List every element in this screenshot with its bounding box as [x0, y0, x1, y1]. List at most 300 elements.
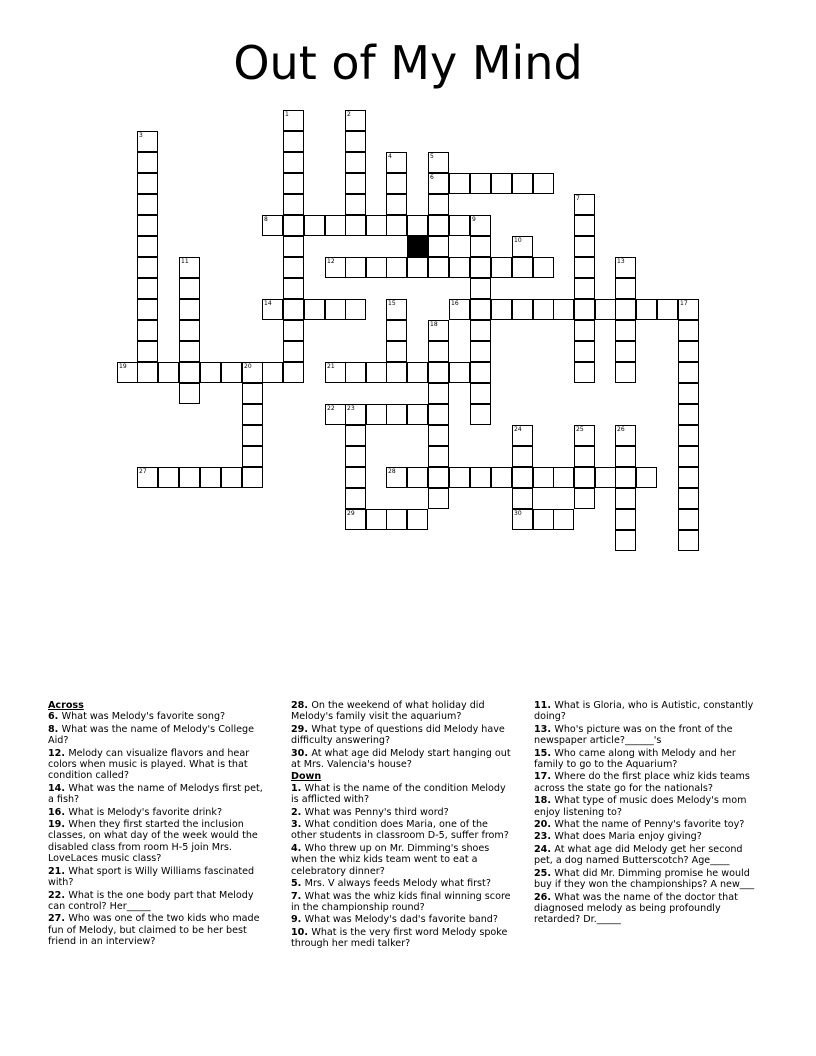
grid-cell[interactable] — [678, 488, 699, 509]
grid-cell[interactable] — [158, 362, 179, 383]
grid-cell[interactable] — [574, 488, 595, 509]
grid-cell[interactable] — [615, 467, 636, 488]
clue-number-label: 10. — [291, 926, 312, 938]
clue-number-label: 16. — [48, 806, 69, 818]
grid-cell[interactable] — [428, 320, 449, 341]
clue-number: 17 — [680, 300, 688, 307]
clue-text: What was the name of Melody's College Aid? — [48, 723, 255, 747]
grid-cell[interactable] — [137, 467, 158, 488]
grid-cell[interactable] — [512, 446, 533, 467]
clue-number: 16 — [451, 300, 459, 307]
clue-number: 27 — [139, 468, 147, 475]
down-clue-list — [291, 783, 516, 950]
clue-number-label: 21. — [48, 865, 69, 877]
grid-cell[interactable] — [407, 509, 428, 530]
grid-cell[interactable] — [137, 152, 158, 173]
grid-cell[interactable] — [428, 173, 449, 194]
grid-cell[interactable] — [137, 173, 158, 194]
grid-cell[interactable] — [158, 467, 179, 488]
clue-column-1 — [48, 700, 270, 949]
grid-cell[interactable] — [366, 257, 387, 278]
grid-cell[interactable] — [283, 152, 304, 173]
grid-cell[interactable] — [325, 404, 346, 425]
grid-cell[interactable] — [615, 257, 636, 278]
grid-cell[interactable] — [242, 425, 263, 446]
grid-cell[interactable] — [449, 362, 470, 383]
grid-cell[interactable] — [574, 194, 595, 215]
clue-text: What does Maria enjoy giving? — [554, 831, 702, 843]
grid-cell[interactable] — [407, 404, 428, 425]
grid-cell[interactable] — [179, 467, 200, 488]
clue-number-label: 17. — [534, 771, 555, 783]
grid-cell[interactable] — [470, 341, 491, 362]
grid-cell[interactable] — [491, 257, 512, 278]
grid-cell[interactable] — [678, 530, 699, 551]
grid-cell[interactable] — [345, 257, 366, 278]
clue-item — [291, 819, 516, 842]
clue-number: 25 — [576, 426, 584, 433]
clue-number-label: 14. — [48, 782, 69, 794]
grid-cell[interactable] — [574, 446, 595, 467]
clue-text: What the name of Penny's favorite toy? — [554, 819, 745, 831]
grid-cell[interactable] — [137, 320, 158, 341]
grid-cell[interactable] — [137, 215, 158, 236]
clue-number-label: 6. — [48, 711, 62, 723]
clue-number-label: 3. — [291, 819, 305, 831]
clue-number: 29 — [347, 510, 355, 517]
clue-text: Melody can visualize flavors and hear colors when music is played. What is that condition called? — [48, 747, 250, 782]
grid-cell[interactable] — [574, 236, 595, 257]
grid-cell[interactable] — [386, 320, 407, 341]
clue-number-label: 15. — [534, 747, 555, 759]
grid-cell[interactable] — [574, 215, 595, 236]
grid-cell[interactable] — [428, 194, 449, 215]
grid-cell[interactable] — [595, 299, 616, 320]
grid-cell[interactable] — [366, 509, 387, 530]
down-heading: Down — [291, 771, 322, 783]
grid-cell[interactable] — [470, 215, 491, 236]
grid-cell[interactable] — [242, 362, 263, 383]
clue-text: When they first started the inclusion classes, on what day of the week would the disabled class from room H-5 join Mrs. LoveLaces music class? — [48, 819, 258, 865]
grid-cell[interactable] — [428, 236, 449, 257]
grid-cell[interactable] — [678, 467, 699, 488]
clue-text: What is the one body part that Melody can control? Her_____ — [48, 889, 254, 912]
grid-cell[interactable] — [325, 299, 346, 320]
clue-text: What was Penny's third word? — [304, 806, 449, 818]
clue-number: 8 — [264, 216, 268, 223]
grid-cell[interactable] — [283, 320, 304, 341]
grid-cell[interactable] — [386, 257, 407, 278]
clue-number: 21 — [327, 363, 335, 370]
grid-cell[interactable] — [386, 509, 407, 530]
grid-cell[interactable] — [678, 446, 699, 467]
grid-cell[interactable] — [678, 299, 699, 320]
grid-cell[interactable] — [615, 320, 636, 341]
clue-number-label: 25. — [534, 867, 555, 879]
clue-item — [48, 807, 270, 818]
grid-cell[interactable] — [574, 299, 595, 320]
grid-cell[interactable] — [345, 467, 366, 488]
grid-cell[interactable] — [574, 362, 595, 383]
grid-cell[interactable] — [512, 257, 533, 278]
grid-cell[interactable] — [574, 257, 595, 278]
clue-number-label: 29. — [291, 723, 312, 735]
clue-text: What was the name of Melodys first pet, a fish? — [48, 782, 263, 806]
grid-cell[interactable] — [137, 131, 158, 152]
grid-cell[interactable] — [283, 341, 304, 362]
grid-cell[interactable] — [345, 404, 366, 425]
grid-cell[interactable] — [574, 278, 595, 299]
grid-cell[interactable] — [386, 173, 407, 194]
grid-cell[interactable] — [512, 173, 533, 194]
grid-cell[interactable] — [345, 152, 366, 173]
grid-cell[interactable] — [386, 362, 407, 383]
grid-cell[interactable] — [137, 278, 158, 299]
grid-cell[interactable] — [179, 362, 200, 383]
grid-cell[interactable] — [345, 425, 366, 446]
clue-item — [291, 700, 516, 723]
grid-cell[interactable] — [615, 530, 636, 551]
grid-cell[interactable] — [428, 467, 449, 488]
clue-item — [291, 748, 516, 771]
across-clue-list — [48, 711, 270, 947]
grid-cell[interactable] — [221, 362, 242, 383]
grid-cell[interactable] — [179, 341, 200, 362]
clue-number: 22 — [327, 405, 335, 412]
clue-text: What is Gloria, who is Autistic, constantly doing? — [534, 700, 754, 723]
grid-cell[interactable] — [574, 320, 595, 341]
grid-cell[interactable] — [345, 509, 366, 530]
clue-number: 15 — [388, 300, 396, 307]
grid-cell[interactable] — [636, 467, 657, 488]
grid-cell[interactable] — [615, 488, 636, 509]
grid-cell[interactable] — [283, 236, 304, 257]
clue-item — [48, 724, 270, 747]
grid-cell[interactable] — [386, 215, 407, 236]
grid-cell[interactable] — [553, 509, 574, 530]
grid-cell[interactable] — [615, 425, 636, 446]
grid-cell[interactable] — [283, 194, 304, 215]
clue-item — [48, 819, 270, 865]
grid-cell[interactable] — [283, 299, 304, 320]
grid-cell[interactable] — [137, 341, 158, 362]
grid-cell[interactable] — [262, 362, 283, 383]
clue-number-label: 22. — [48, 889, 69, 901]
grid-cell[interactable] — [325, 257, 346, 278]
clue-item — [534, 724, 764, 747]
grid-cell[interactable] — [345, 173, 366, 194]
grid-cell[interactable] — [512, 509, 533, 530]
grid-cell[interactable] — [428, 341, 449, 362]
grid-cell[interactable] — [283, 362, 304, 383]
grid-cell[interactable] — [553, 299, 574, 320]
grid-cell[interactable] — [491, 173, 512, 194]
grid-cell[interactable] — [386, 152, 407, 173]
grid-cell[interactable] — [678, 341, 699, 362]
grid-cell[interactable] — [470, 362, 491, 383]
clue-number: 11 — [181, 258, 189, 265]
grid-cell[interactable] — [137, 236, 158, 257]
grid-cell[interactable] — [386, 341, 407, 362]
grid-cell[interactable] — [470, 278, 491, 299]
clue-number-label: 28. — [291, 700, 312, 711]
grid-cell[interactable] — [179, 257, 200, 278]
grid-cell[interactable] — [407, 467, 428, 488]
clue-item — [291, 878, 516, 889]
grid-cell[interactable] — [678, 425, 699, 446]
clue-text: On the weekend of what holiday did Melody's family visit the aquarium? — [291, 700, 485, 723]
grid-cell[interactable] — [470, 320, 491, 341]
grid-cell[interactable] — [325, 362, 346, 383]
grid-cell[interactable] — [200, 362, 221, 383]
clue-number-label: 13. — [534, 723, 555, 735]
grid-cell[interactable] — [407, 257, 428, 278]
clue-text: Mrs. V always feeds Melody what first? — [304, 878, 491, 890]
grid-cell[interactable] — [615, 341, 636, 362]
grid-cell[interactable] — [449, 173, 470, 194]
grid-cell[interactable] — [428, 362, 449, 383]
grid-cell[interactable] — [137, 257, 158, 278]
clue-item — [48, 711, 270, 722]
grid-cell[interactable] — [636, 299, 657, 320]
grid-cell[interactable] — [242, 446, 263, 467]
grid-cell[interactable] — [262, 215, 283, 236]
grid-cell[interactable] — [615, 509, 636, 530]
grid-cell[interactable] — [428, 425, 449, 446]
clue-number-label: 5. — [291, 878, 305, 890]
grid-cell[interactable] — [117, 362, 138, 383]
clue-number-label: 30. — [291, 747, 312, 759]
grid-cell[interactable] — [533, 257, 554, 278]
black-square — [407, 236, 428, 257]
grid-cell[interactable] — [512, 467, 533, 488]
grid-cell[interactable] — [386, 467, 407, 488]
grid-cell[interactable] — [242, 383, 263, 404]
grid-cell[interactable] — [449, 467, 470, 488]
clue-text: What was the whiz kids final winning score in the championship round? — [291, 890, 511, 913]
clue-text: Who's picture was on the front of the newspaper article?______'s — [534, 723, 733, 747]
clue-number-label: 2. — [291, 806, 305, 818]
grid-cell[interactable] — [137, 194, 158, 215]
grid-cell[interactable] — [345, 194, 366, 215]
grid-cell[interactable] — [657, 299, 678, 320]
clue-number-label: 24. — [534, 843, 555, 855]
grid-cell[interactable] — [470, 383, 491, 404]
grid-cell[interactable] — [345, 446, 366, 467]
grid-cell[interactable] — [325, 215, 346, 236]
grid-cell[interactable] — [470, 299, 491, 320]
grid-cell[interactable] — [386, 404, 407, 425]
grid-cell[interactable] — [428, 152, 449, 173]
clue-item — [534, 844, 764, 867]
grid-cell[interactable] — [449, 299, 470, 320]
clue-number-label: 27. — [48, 913, 69, 925]
grid-cell[interactable] — [615, 362, 636, 383]
grid-cell[interactable] — [533, 173, 554, 194]
clue-text: What sport is Willy Williams fascinated with? — [48, 865, 255, 889]
clue-number-label: 8. — [48, 723, 62, 735]
grid-cell[interactable] — [449, 257, 470, 278]
grid-cell[interactable] — [283, 215, 304, 236]
grid-cell[interactable] — [304, 299, 325, 320]
grid-cell[interactable] — [179, 383, 200, 404]
clue-number-label: 4. — [291, 842, 305, 854]
clue-item — [534, 748, 764, 771]
grid-cell[interactable] — [386, 194, 407, 215]
clue-text: At what age did Melody start hanging out at Mrs. Valencia's house? — [291, 747, 511, 771]
grid-cell[interactable] — [449, 215, 470, 236]
clue-item — [534, 819, 764, 830]
grid-cell[interactable] — [221, 467, 242, 488]
grid-cell[interactable] — [512, 425, 533, 446]
across-clue-list-continued — [291, 700, 516, 770]
clue-item — [291, 807, 516, 818]
grid-cell[interactable] — [678, 404, 699, 425]
puzzle-title: Out of My Mind — [233, 36, 583, 90]
grid-cell[interactable] — [366, 404, 387, 425]
clue-text: What was Melody's favorite song? — [61, 711, 226, 723]
clue-number-label: 9. — [291, 914, 305, 926]
grid-cell[interactable] — [533, 299, 554, 320]
grid-cell[interactable] — [512, 299, 533, 320]
grid-cell[interactable] — [615, 299, 636, 320]
grid-cell[interactable] — [304, 215, 325, 236]
clue-text: Where do the first place whiz kids teams across the state go for the nationals? — [534, 771, 750, 794]
clue-number: 13 — [617, 258, 625, 265]
clue-text: What was the name of the doctor that diagnosed melody as being profoundly retarded? Dr._____ — [534, 891, 738, 926]
grid-cell[interactable] — [428, 383, 449, 404]
clue-number: 24 — [514, 426, 522, 433]
grid-cell[interactable] — [470, 173, 491, 194]
grid-cell[interactable] — [179, 299, 200, 320]
grid-cell[interactable] — [407, 215, 428, 236]
clue-number: 14 — [264, 300, 272, 307]
clue-item — [291, 927, 516, 950]
clue-text: What condition does Maria, one of the other students in classroom D-5, suffer from? — [291, 819, 509, 842]
clue-item — [48, 783, 270, 806]
grid-cell[interactable] — [574, 467, 595, 488]
clue-number-label: 20. — [534, 819, 555, 831]
clue-item — [48, 913, 270, 947]
grid-cell[interactable] — [407, 362, 428, 383]
clue-column-3 — [534, 700, 764, 927]
clue-number: 20 — [244, 363, 252, 370]
clue-item — [534, 831, 764, 842]
grid-cell[interactable] — [678, 320, 699, 341]
clue-number: 6 — [430, 174, 434, 181]
grid-cell[interactable] — [345, 215, 366, 236]
grid-cell[interactable] — [470, 404, 491, 425]
grid-cell[interactable] — [345, 488, 366, 509]
clue-text: What type of questions did Melody have difficulty answering? — [291, 723, 505, 747]
grid-cell[interactable] — [678, 362, 699, 383]
grid-cell[interactable] — [428, 488, 449, 509]
grid-cell[interactable] — [428, 404, 449, 425]
grid-cell[interactable] — [678, 383, 699, 404]
grid-cell[interactable] — [470, 467, 491, 488]
clue-number-label: 11. — [534, 700, 555, 711]
grid-cell[interactable] — [283, 257, 304, 278]
grid-cell[interactable] — [595, 467, 616, 488]
grid-cell[interactable] — [574, 425, 595, 446]
grid-cell[interactable] — [283, 278, 304, 299]
grid-cell[interactable] — [615, 278, 636, 299]
grid-cell[interactable] — [345, 362, 366, 383]
clue-text: What did Mr. Dimming promise he would buy if they won the championships? A new___ — [534, 867, 755, 891]
clue-number: 3 — [139, 132, 143, 139]
grid-cell[interactable] — [283, 173, 304, 194]
grid-cell[interactable] — [345, 131, 366, 152]
grid-cell[interactable] — [345, 110, 366, 131]
clue-number: 1 — [285, 111, 289, 118]
across-heading: Across — [48, 700, 84, 711]
grid-cell[interactable] — [470, 236, 491, 257]
clue-column-2 — [291, 700, 516, 951]
clue-number: 2 — [347, 111, 351, 118]
clue-text: What is the very first word Melody spoke through her medi talker? — [291, 926, 508, 950]
grid-cell[interactable] — [533, 509, 554, 530]
grid-cell[interactable] — [179, 320, 200, 341]
clue-item — [48, 890, 270, 913]
grid-cell[interactable] — [512, 488, 533, 509]
clue-text: Who came along with Melody and her family to go to the Aquarium? — [534, 747, 736, 771]
grid-cell[interactable] — [491, 467, 512, 488]
grid-cell[interactable] — [491, 299, 512, 320]
grid-cell[interactable] — [366, 215, 387, 236]
grid-cell[interactable] — [678, 509, 699, 530]
clue-number: 12 — [327, 258, 335, 265]
clue-number-label: 19. — [48, 819, 69, 831]
grid-cell[interactable] — [137, 299, 158, 320]
grid-cell[interactable] — [553, 467, 574, 488]
grid-cell[interactable] — [242, 404, 263, 425]
clue-item — [534, 795, 764, 818]
clue-number-label: 26. — [534, 891, 555, 903]
clue-text: What is the name of the condition Melody is afflicted with? — [291, 782, 506, 806]
clue-number-label: 7. — [291, 890, 305, 902]
grid-cell[interactable] — [428, 257, 449, 278]
grid-cell[interactable] — [428, 215, 449, 236]
grid-cell[interactable] — [137, 362, 158, 383]
grid-cell[interactable] — [200, 467, 221, 488]
clue-text: What was Melody's dad's favorite band? — [304, 914, 498, 926]
grid-cell[interactable] — [179, 278, 200, 299]
clue-text: At what age did Melody get her second pet, a dog named Butterscotch? Age____ — [534, 843, 743, 867]
grid-cell[interactable] — [615, 446, 636, 467]
grid-cell[interactable] — [512, 236, 533, 257]
grid-cell[interactable] — [574, 341, 595, 362]
grid-cell[interactable] — [345, 299, 366, 320]
grid-cell[interactable] — [366, 362, 387, 383]
grid-cell[interactable] — [533, 467, 554, 488]
grid-cell[interactable] — [283, 131, 304, 152]
clue-number: 9 — [472, 216, 476, 223]
clue-item — [534, 892, 764, 926]
grid-cell[interactable] — [242, 467, 263, 488]
grid-cell[interactable] — [283, 110, 304, 131]
clue-item — [534, 771, 764, 794]
clue-number: 10 — [514, 237, 522, 244]
clue-number: 26 — [617, 426, 625, 433]
down-clue-list-continued — [534, 700, 764, 926]
clue-number: 19 — [119, 363, 127, 370]
clue-number-label: 18. — [534, 795, 555, 807]
clue-number: 4 — [388, 153, 392, 160]
grid-cell[interactable] — [428, 446, 449, 467]
grid-cell[interactable] — [262, 299, 283, 320]
grid-cell[interactable] — [386, 299, 407, 320]
grid-cell[interactable] — [470, 257, 491, 278]
